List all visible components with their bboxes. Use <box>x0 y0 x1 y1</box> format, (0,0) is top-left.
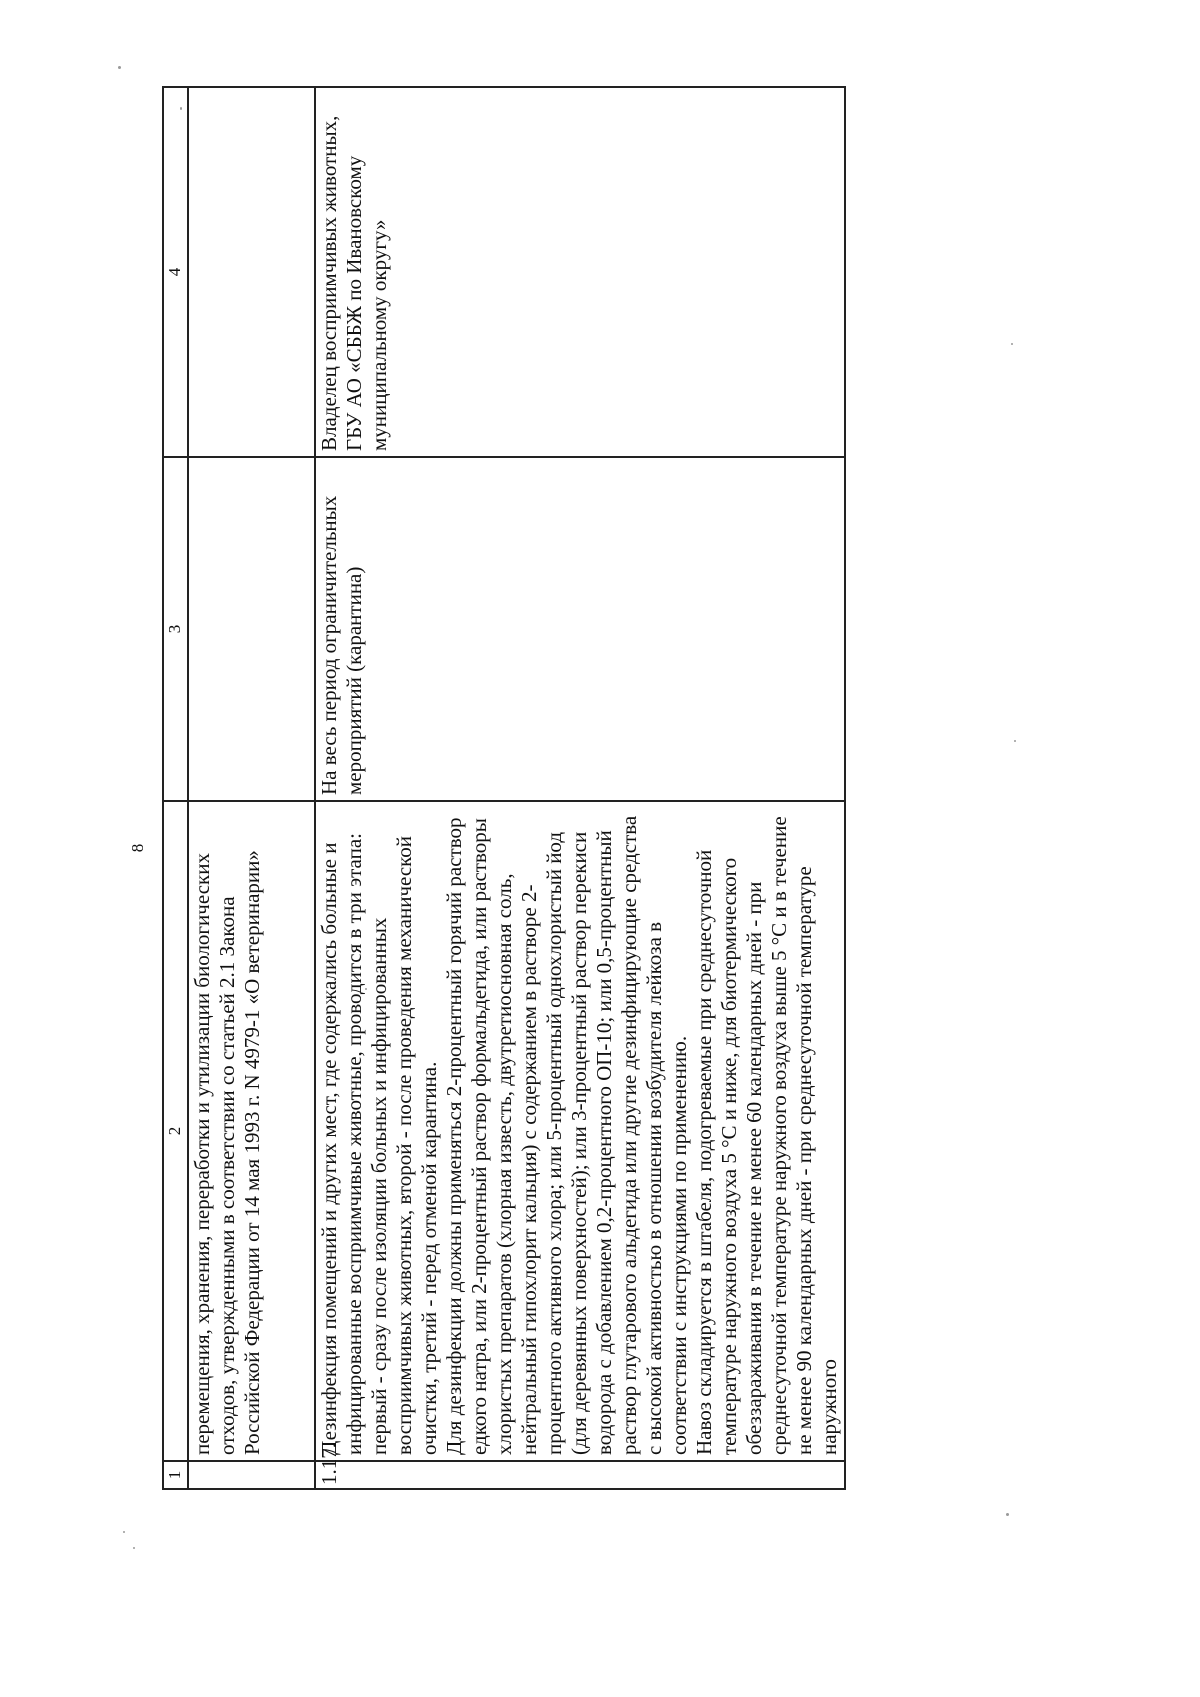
column-header: 4 <box>163 87 188 457</box>
measure-paragraph: Для дезинфекции должны применяться 2-процентный горячий раствор едкого натра, или 2-процентный раствор формальдегида, или растворы хлористых препаратов (хлорная известь, двутретиосновная соль, нейтральный гипохлорит кальция) с содержанием в растворе 2-процентного активного хлора; или 5-процентный однохлористый йод (для деревянных поверхностей); или 3-процентный раствор перекиси водорода с добавлением 0,2-процентного ОП-10; или 0,5-процентный раствор глутарового альдегида или другие дезинфицирующие средства с высокой активностью в отношении возбудителя лейкоза в соответствии с инструкциями по применению. <box>442 815 691 1455</box>
deadline-cell: На весь период ограничительных мероприятий (карантина) <box>315 457 845 801</box>
measures-table <box>162 86 846 1490</box>
measure-paragraph: Навоз складируется в штабеля, подогреваемые при среднесуточной температуре наружного воздуха 5 °С и ниже, для биотермического обеззараживания в течение не менее 60 календарных дней - при среднесуточной температуре наружного воздуха выше 5 °С и в течение не менее 90 календарных дней - при среднесуточной температуре наружного <box>692 816 841 1455</box>
page-number: 8 <box>128 843 147 853</box>
column-header: 2 <box>163 801 188 1461</box>
column-header: 1 <box>163 1461 188 1489</box>
measure-text <box>188 801 315 1461</box>
measure-text <box>315 801 845 1461</box>
table-row <box>188 87 315 1489</box>
column-header: 3 <box>163 457 188 801</box>
measure-paragraph: Дезинфекция помещений и других мест, где содержались больные и инфицированные восприимчивые животные, проводится в три этапа: первый - сразу после изоляции больных и инфицированных восприимчивых животных, второй - после проведения механической очистки, третий - перед отменой карантина. <box>317 833 441 1455</box>
row-number <box>188 1461 315 1489</box>
deadline-cell <box>188 457 315 801</box>
responsible-cell: Владелец восприимчивых животных, ГБУ АО «СББЖ по Ивановскому муниципальному округу» <box>315 87 845 457</box>
table-row <box>315 87 845 1489</box>
responsible-cell <box>188 87 315 457</box>
table-header-row <box>163 87 188 1489</box>
document-sheet <box>100 68 1100 1628</box>
measure-text-content: перемещения, хранения, переработки и утилизации биологических отходов, утвержденными в соответствии со статьей 2.1 Закона Российской Федерации от 14 мая 1993 г. N 4979-1 «О ветеринарии» <box>190 850 264 1455</box>
row-number: 1.17. <box>315 1461 845 1489</box>
